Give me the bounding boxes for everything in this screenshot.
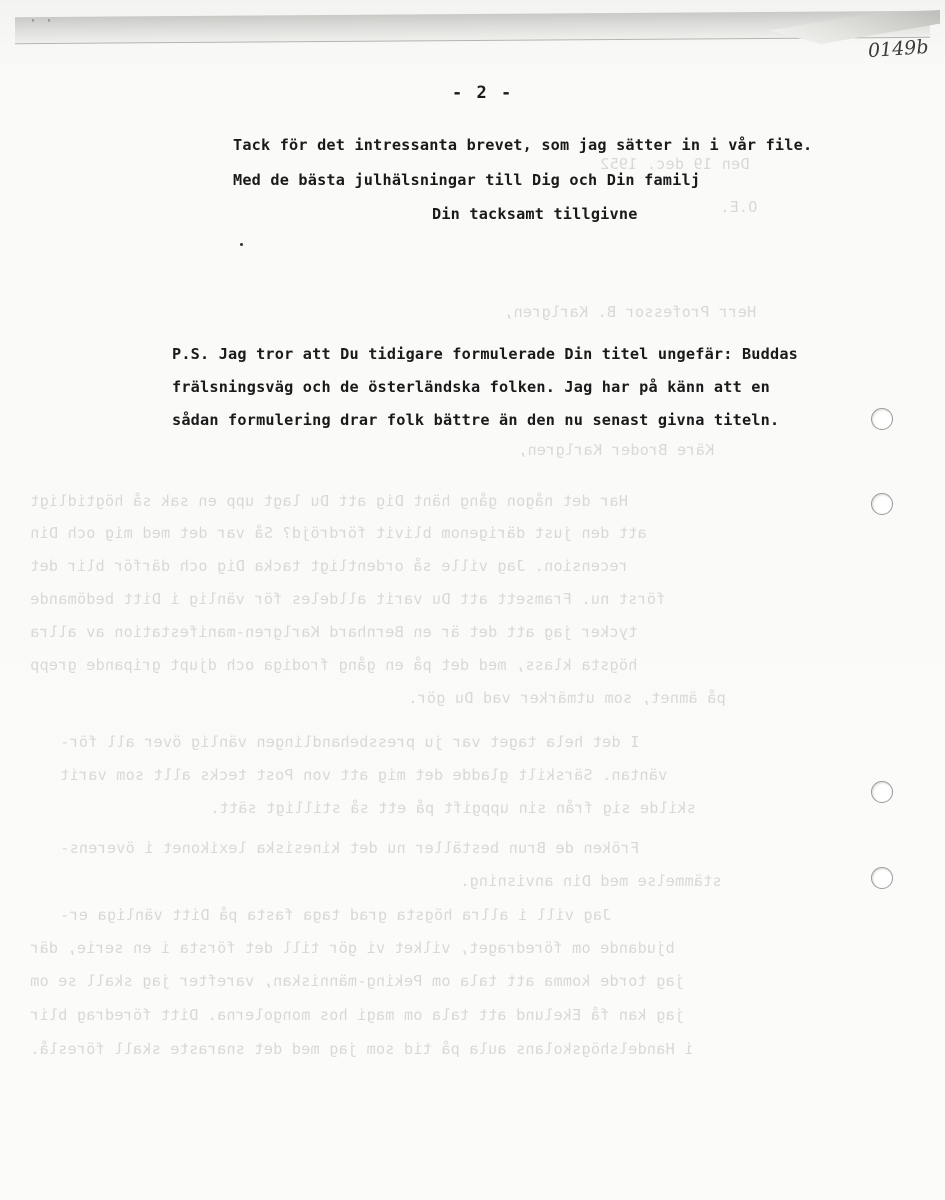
bleed-line: tycker jag att det är en Bernhard Karlgren-manifestation av allra [30, 623, 638, 641]
bleed-line: recension. Jag ville så ordentligt tacka Dig och därför blir det [30, 557, 628, 575]
bleed-line: Har det någon gång hänt Dig att Du lagt upp en sak så högtidligt [30, 492, 628, 510]
bleed-line: Den 19 dec. 1952 [600, 155, 750, 173]
bleed-line: högsta klass, med det på en gång frodiga och djupt gripande grepp [30, 656, 638, 674]
bleed-line: jag kan få Ekelund att tala om magi hos mongolerna. Ditt föredrag blir [30, 1006, 685, 1024]
bleed-line: O.E. [720, 198, 758, 216]
postscript-line-2: frälsningsväg och de österländska folken. Jag har på känn att en [172, 378, 770, 396]
bleed-line: på ämnet, som utmärker vad Du gör. [408, 689, 726, 707]
punch-hole [871, 493, 893, 515]
ink-dot [240, 243, 243, 246]
closing-line: Din tacksamt tillgivne [432, 205, 638, 223]
bleed-line: Jag vill i allra högsta grad taga fasta på Ditt vänliga er- [60, 906, 612, 924]
page-number: - 2 - [452, 83, 514, 103]
postscript-line-3: sådan formulering drar folk bättre än den nu senast givna titeln. [172, 411, 780, 429]
bleed-line: Fröken de Brun beställer nu det kinesiska lexikonet i överens- [60, 839, 640, 857]
postscript-line-1: P.S. Jag tror att Du tidigare formulerade Din titel ungefär: Buddas [172, 345, 799, 363]
punch-hole [871, 781, 893, 803]
bleed-line: I det hela taget var ju pressbehandlingen vänlig över all för- [60, 733, 640, 751]
bleed-line: skilde sig från sin uppgift på ett så stilligt sätt. [210, 799, 696, 817]
corner-marks: ' ' [30, 18, 55, 29]
handwritten-archive-number: 0149b [867, 35, 930, 63]
letter-line-2: Med de bästa julhälsningar till Dig och Din familj [233, 171, 701, 189]
bleed-line: stämmelse med Din anvisning. [460, 872, 722, 890]
bleed-line: väntan. Särskilt gladde det mig att von Post tecks allt som varit [60, 766, 668, 784]
bleed-line: i Handelshögskolans aula på tid som jag med det snaraste skall föreslå. [30, 1040, 694, 1058]
bleed-line: att den just därigenom blivit fördröjd? Så var det med mig och Din [30, 524, 647, 542]
bleed-line: bjudande om föredraget, vilket vi gör till det första i en serie, där [30, 939, 675, 957]
bleed-line: jag torde komma att tala om Peking-människan, varefter jag skall se om [30, 972, 685, 990]
bleed-line: Herr Professor B. Karlgren, [504, 303, 757, 321]
bleed-line: först nu. Framsett att Du varit alldeles för vänlig i Ditt bedömande [30, 590, 666, 608]
letter-line-1: Tack för det intressanta brevet, som jag sätter in i vår file. [233, 136, 813, 154]
punch-hole [871, 408, 893, 430]
bleed-line: Käre Broder Karlgren, [518, 441, 715, 459]
punch-hole [871, 867, 893, 889]
